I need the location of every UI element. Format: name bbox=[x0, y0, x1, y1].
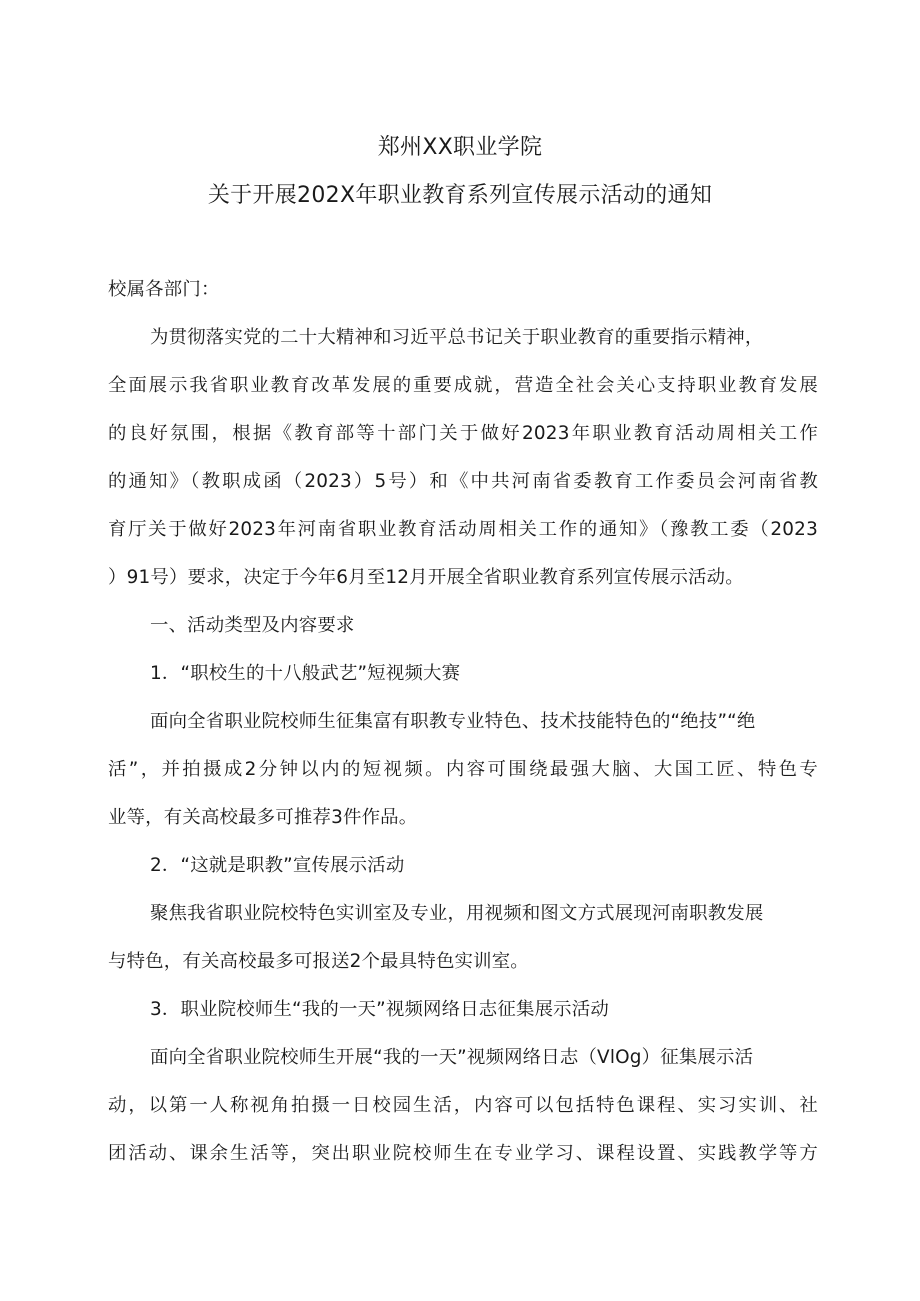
body-line: 育厅关于做好2023年河南省职业教育活动周相关工作的通知》（豫教工委（2023 bbox=[108, 519, 818, 540]
body-line: 面向全省职业院校师生征集富有职教专业特色、技术技能特色的“绝技”“绝 bbox=[150, 711, 756, 732]
section-heading: 一、活动类型及内容要求 bbox=[150, 615, 355, 636]
body-line: 全面展示我省职业教育改革发展的重要成就，营造全社会关心支持职业教育发展 bbox=[108, 375, 818, 396]
salutation: 校属各部门： bbox=[108, 279, 220, 300]
subsection-heading: 3．职业院校师生“我的一天”视频网络日志征集展示活动 bbox=[150, 999, 609, 1020]
subsection-heading: 1．“职校生的十八般武艺”短视频大赛 bbox=[150, 663, 461, 684]
body-line: 为贯彻落实党的二十大精神和习近平总书记关于职业教育的重要指示精神， bbox=[150, 327, 764, 348]
document-title-line-2: 关于开展202X年职业教育系列宣传展示活动的通知 bbox=[207, 183, 713, 208]
body-line: 业等，有关高校最多可推荐3件作品。 bbox=[108, 807, 418, 828]
body-line: 动，以第一人称视角拍摄一日校园生活，内容可以包括特色课程、实习实训、社 bbox=[108, 1095, 818, 1116]
body-line: 面向全省职业院校师生开展“我的一天”视频网络日志（VlOg）征集展示活 bbox=[150, 1047, 754, 1068]
document-title-line-1: 郑州XX职业学院 bbox=[377, 135, 543, 160]
body-line: 聚焦我省职业院校特色实训室及专业，用视频和图文方式展现河南职教发展 bbox=[150, 903, 764, 924]
body-line: 团活动、课余生活等，突出职业院校师生在专业学习、课程设置、实践教学等方 bbox=[108, 1143, 818, 1164]
body-line: 与特色，有关高校最多可报送2个最具特色实训室。 bbox=[108, 951, 529, 972]
body-line: 活”，并拍摄成2分钟以内的短视频。内容可围绕最强大脑、大国工匠、特色专 bbox=[108, 759, 818, 780]
body-line: ）91号）要求，决定于今年6月至12月开展全省职业教育系列宣传展示活动。 bbox=[108, 567, 744, 588]
body-line: 的良好氛围，根据《教育部等十部门关于做好2023年职业教育活动周相关工作 bbox=[108, 423, 818, 444]
body-line: 的通知》（教职成函（2023）5号）和《中共河南省委教育工作委员会河南省教 bbox=[108, 471, 818, 492]
subsection-heading: 2．“这就是职教”宣传展示活动 bbox=[150, 855, 405, 876]
